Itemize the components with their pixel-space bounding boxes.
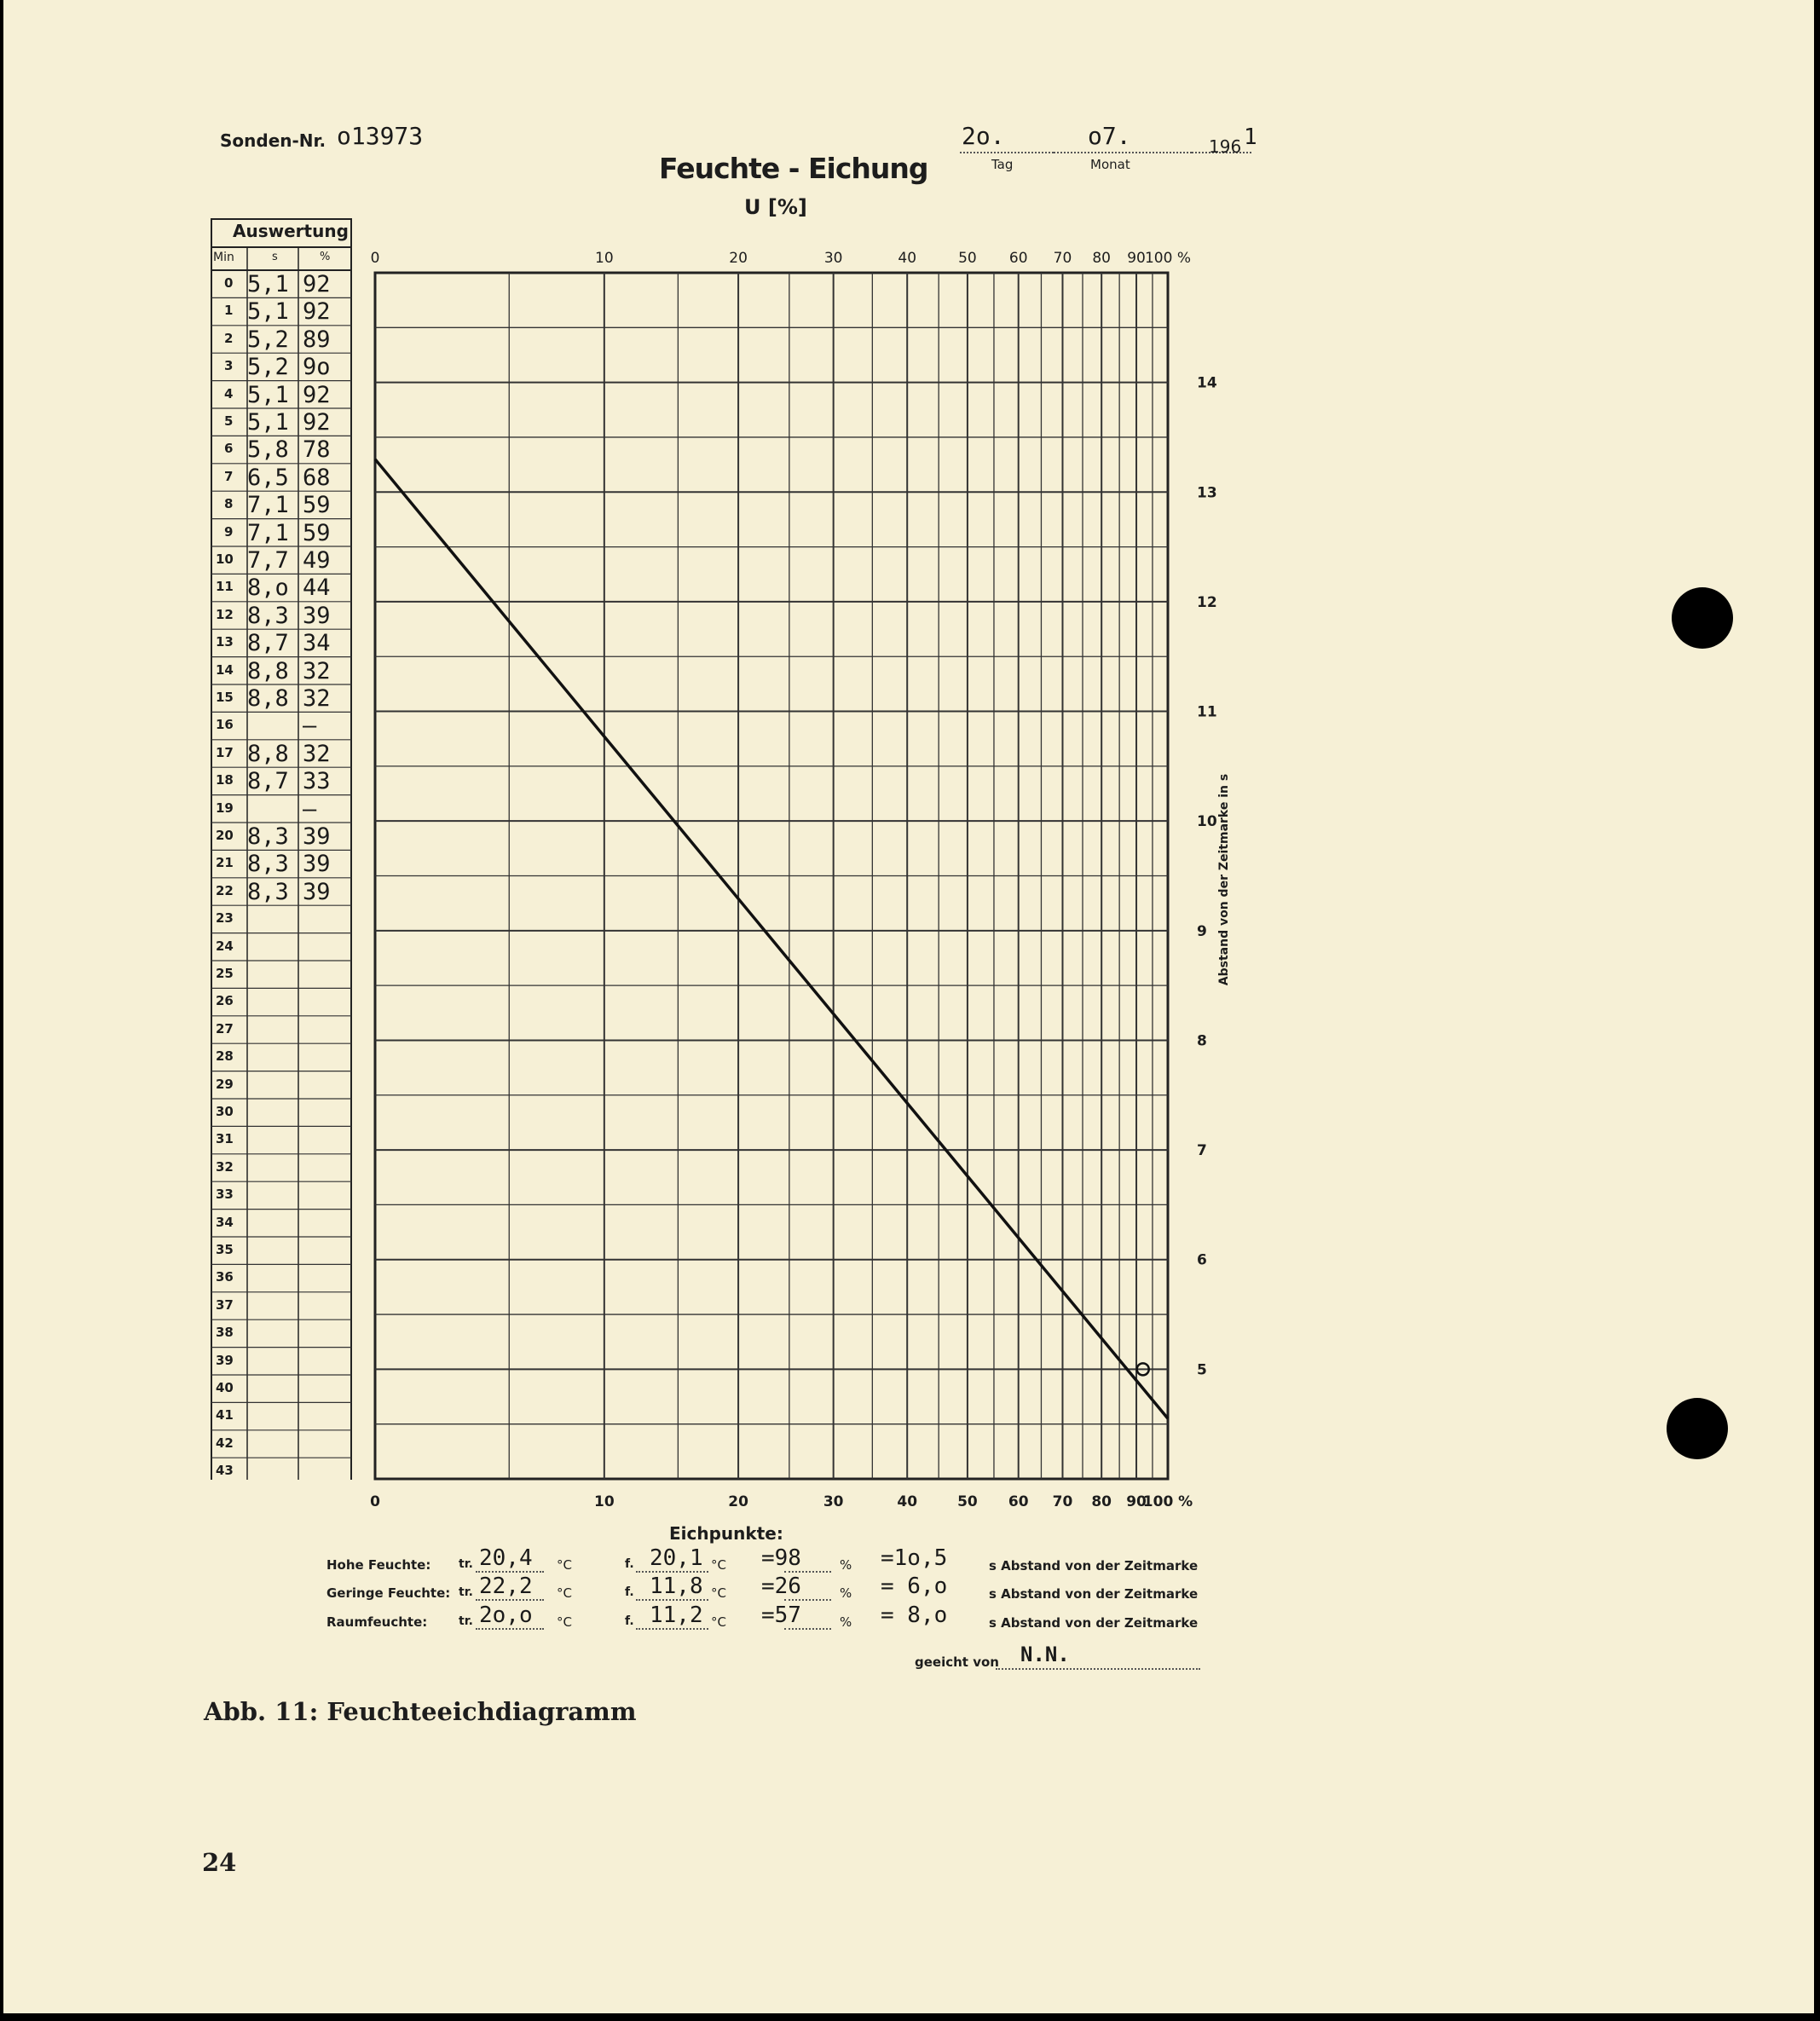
row-minute: 29 — [216, 1076, 234, 1092]
dry-temperature: 2o,o — [479, 1602, 533, 1628]
x-tick-label-bottom: 50 — [957, 1493, 978, 1510]
dry-temperature: 20,4 — [479, 1545, 533, 1571]
row-seconds: 8,8 — [247, 685, 289, 712]
humidity-unit: % — [840, 1614, 852, 1630]
row-minute: 32 — [216, 1158, 234, 1175]
row-percent: 39 — [303, 878, 331, 905]
date-day-label: Tag — [991, 157, 1014, 172]
row-seconds: 8,7 — [247, 630, 289, 657]
row-minute: 41 — [216, 1407, 234, 1423]
seconds-value: = 6,o — [881, 1573, 948, 1599]
x-tick-label-bottom: 10 — [593, 1493, 615, 1510]
probe-number: o13973 — [337, 122, 424, 150]
humidity-value-line — [784, 1571, 831, 1573]
table-header-pct: % — [320, 251, 331, 263]
seconds-value: =1o,5 — [881, 1545, 948, 1571]
row-minute: 14 — [216, 661, 234, 678]
wet-unit: °C — [711, 1614, 726, 1630]
seconds-caption: s Abstand von der Zeitmarke — [989, 1558, 1199, 1573]
row-percent: 32 — [303, 740, 331, 767]
dry-label: tr. — [459, 1557, 473, 1571]
row-seconds: 5,1 — [247, 298, 289, 326]
y-tick-label: 6 — [1197, 1251, 1207, 1269]
seconds-caption: s Abstand von der Zeitmarke — [989, 1586, 1199, 1602]
row-minute: 19 — [216, 800, 234, 816]
row-percent: 9o — [303, 354, 331, 381]
x-tick-label-bottom: 90 — [1126, 1493, 1147, 1510]
x-tick-label-top: 0 — [370, 250, 380, 267]
wet-temperature-line — [636, 1571, 708, 1573]
row-minute: 21 — [216, 855, 234, 871]
table-header-min: Min — [213, 251, 234, 264]
row-percent: 32 — [303, 657, 331, 684]
table-title: Auswertung — [233, 221, 349, 241]
row-percent: 59 — [303, 492, 331, 519]
row-minute: 37 — [216, 1296, 234, 1313]
row-minute: 24 — [216, 938, 234, 954]
table-header-s: s — [272, 251, 278, 263]
probe-label: Sonden-Nr. — [220, 130, 326, 151]
x-tick-label-top: 20 — [729, 250, 748, 267]
row-minute: 43 — [216, 1463, 234, 1479]
row-minute: 38 — [216, 1325, 234, 1341]
y-tick-label: 13 — [1197, 484, 1217, 502]
dry-temperature: 22,2 — [479, 1573, 533, 1599]
row-seconds: 5,1 — [247, 271, 289, 297]
punch-hole-bottom — [1667, 1398, 1728, 1459]
row-minute: 35 — [216, 1242, 234, 1257]
row-percent: 32 — [303, 685, 331, 712]
row-seconds: 7,1 — [247, 492, 289, 519]
wet-unit: °C — [711, 1585, 726, 1601]
x-tick-label-top: 60 — [1008, 250, 1028, 267]
row-minute: 25 — [216, 966, 234, 981]
x-tick-label-top: 90 — [1127, 250, 1146, 267]
row-seconds: 8,3 — [247, 823, 289, 850]
wet-temperature: 11,8 — [650, 1573, 703, 1599]
row-minute: 30 — [216, 1104, 234, 1119]
row-minute: 15 — [216, 690, 234, 705]
calibration-row-label: Raumfeuchte: — [326, 1614, 428, 1630]
punch-hole-top — [1672, 587, 1733, 649]
row-seconds: 8,3 — [247, 602, 289, 629]
y-tick-label: 14 — [1197, 374, 1217, 392]
wet-temperature: 11,2 — [650, 1602, 703, 1628]
row-minute: 27 — [216, 1020, 234, 1036]
row-minute: 5 — [224, 413, 234, 429]
row-percent: 92 — [303, 409, 331, 436]
row-seconds: 5,8 — [247, 436, 289, 464]
x-tick-label-top: 70 — [1053, 250, 1072, 267]
signed-label: geeicht von — [915, 1654, 999, 1670]
row-minute: 7 — [224, 468, 234, 484]
humidity-value-line — [784, 1628, 831, 1630]
row-minute: 2 — [224, 330, 234, 346]
row-seconds: 8,8 — [247, 657, 289, 684]
calibration-line — [375, 459, 1168, 1419]
row-minute: 26 — [216, 993, 234, 1009]
row-percent: 34 — [303, 630, 331, 657]
row-percent: 39 — [303, 602, 331, 629]
row-minute: 31 — [216, 1131, 234, 1147]
x-tick-label-top: 80 — [1092, 250, 1111, 267]
dry-unit: °C — [557, 1614, 572, 1630]
calibration-row-label: Geringe Feuchte: — [326, 1585, 451, 1601]
figure-caption: Abb. 11: Feuchteeichdiagramm — [204, 1697, 637, 1726]
row-minute: 9 — [224, 523, 234, 540]
x-tick-label-bottom: 30 — [823, 1493, 844, 1510]
row-percent: 59 — [303, 519, 331, 546]
row-seconds: 5,1 — [247, 409, 289, 436]
row-minute: 13 — [216, 634, 234, 650]
y-tick-label: 9 — [1197, 922, 1207, 940]
row-minute: 20 — [216, 828, 234, 843]
x-tick-label-bottom: 100 % — [1142, 1493, 1193, 1510]
wet-temperature: 20,1 — [650, 1545, 703, 1571]
seconds-caption: s Abstand von der Zeitmarke — [989, 1615, 1199, 1631]
x-tick-label-top: 30 — [823, 250, 843, 267]
row-percent: 68 — [303, 464, 331, 491]
row-seconds: 8,8 — [247, 740, 289, 767]
date-year-digit: 1 — [1244, 124, 1257, 150]
page-number: 24 — [202, 1848, 237, 1877]
row-seconds: 5,1 — [247, 381, 289, 408]
dry-temperature-line — [476, 1628, 544, 1630]
humidity-unit: % — [840, 1585, 852, 1601]
signed-by: N.N. — [1020, 1643, 1070, 1666]
row-minute: 34 — [216, 1214, 234, 1230]
row-percent: 33 — [303, 768, 331, 795]
dry-label: tr. — [459, 1614, 473, 1628]
x-tick-label-bottom: 40 — [897, 1493, 918, 1510]
calibration-title: Eichpunkte: — [669, 1523, 783, 1544]
wet-label: f. — [625, 1614, 634, 1628]
row-seconds: 8,3 — [247, 851, 289, 878]
row-minute: 6 — [224, 441, 234, 457]
row-seconds: 8,o — [247, 575, 289, 602]
row-minute: 17 — [216, 744, 234, 760]
row-minute: 10 — [216, 551, 234, 567]
page-subtitle: U [%] — [744, 195, 807, 219]
row-minute: 11 — [216, 579, 234, 595]
date-year-prefix: 196 — [1209, 136, 1242, 157]
y-axis-label: Abstand von der Zeitmarke in s — [1217, 773, 1231, 986]
date-month-label: Monat — [1090, 157, 1130, 172]
row-minute: 22 — [216, 882, 234, 898]
y-tick-label: 10 — [1197, 813, 1217, 831]
dry-unit: °C — [557, 1557, 572, 1573]
row-minute: 3 — [224, 358, 234, 374]
date-month: o7. — [1088, 122, 1131, 150]
row-seconds: 7,1 — [247, 519, 289, 546]
humidity-value: =26 — [761, 1573, 801, 1599]
row-seconds: 8,3 — [247, 878, 289, 905]
row-minute: 39 — [216, 1352, 234, 1368]
wet-unit: °C — [711, 1557, 726, 1573]
y-tick-label: 12 — [1197, 593, 1217, 611]
row-percent: 44 — [303, 575, 331, 602]
seconds-value: = 8,o — [881, 1602, 948, 1628]
row-percent: 92 — [303, 271, 331, 297]
row-seconds: 5,2 — [247, 326, 289, 353]
x-tick-label-bottom: 70 — [1052, 1493, 1073, 1510]
x-tick-label-bottom: 80 — [1091, 1493, 1112, 1510]
row-percent: 92 — [303, 298, 331, 326]
row-percent: 89 — [303, 326, 331, 353]
dry-temperature-line — [476, 1599, 544, 1601]
calibration-row-label: Hohe Feuchte: — [326, 1557, 431, 1573]
row-minute: 4 — [224, 385, 234, 401]
row-minute: 33 — [216, 1187, 234, 1203]
row-minute: 40 — [216, 1380, 234, 1395]
row-percent: 39 — [303, 823, 331, 850]
x-tick-label-top: 100 % — [1144, 250, 1192, 267]
row-seconds: 7,7 — [247, 547, 289, 574]
y-tick-label: 5 — [1197, 1361, 1207, 1379]
signed-line — [996, 1668, 1200, 1670]
row-minute: 23 — [216, 910, 234, 927]
x-tick-label-top: 40 — [898, 250, 917, 267]
row-seconds: 8,7 — [247, 768, 289, 795]
wet-label: f. — [625, 1585, 634, 1599]
page-title: Feuchte - Eichung — [659, 152, 928, 185]
x-tick-label-bottom: 60 — [1008, 1493, 1029, 1510]
dry-label: tr. — [459, 1585, 473, 1599]
row-minute: 18 — [216, 772, 234, 788]
row-minute: 36 — [216, 1269, 234, 1285]
row-minute: 12 — [216, 606, 234, 622]
humidity-value: =57 — [761, 1602, 801, 1628]
y-tick-label: 11 — [1197, 703, 1217, 721]
row-minute: 16 — [216, 717, 234, 733]
row-minute: 8 — [224, 496, 234, 512]
x-tick-label-top: 10 — [595, 250, 614, 267]
humidity-value-line — [784, 1599, 831, 1601]
y-tick-label: 7 — [1197, 1142, 1207, 1160]
humidity-unit: % — [840, 1557, 852, 1573]
row-minute: 28 — [216, 1048, 234, 1065]
row-percent: – — [303, 795, 317, 823]
row-percent: 92 — [303, 381, 331, 408]
dry-temperature-line — [476, 1571, 544, 1573]
row-percent: 49 — [303, 547, 331, 574]
row-percent: – — [303, 713, 317, 740]
row-percent: 39 — [303, 851, 331, 878]
row-percent: 78 — [303, 436, 331, 464]
row-minute: 1 — [224, 303, 234, 319]
dry-unit: °C — [557, 1585, 572, 1601]
row-seconds: 5,2 — [247, 354, 289, 381]
wet-temperature-line — [636, 1599, 708, 1601]
date-day: 2o. — [962, 122, 1005, 150]
x-tick-label-bottom: 0 — [370, 1493, 380, 1510]
row-minute: 0 — [224, 275, 234, 291]
wet-label: f. — [625, 1557, 634, 1571]
row-seconds: 6,5 — [247, 464, 289, 491]
row-minute: 42 — [216, 1435, 234, 1451]
wet-temperature-line — [636, 1628, 708, 1630]
y-tick-label: 8 — [1197, 1032, 1207, 1050]
x-tick-label-top: 50 — [958, 250, 977, 267]
humidity-value: =98 — [761, 1545, 801, 1571]
x-tick-label-bottom: 20 — [728, 1493, 748, 1510]
